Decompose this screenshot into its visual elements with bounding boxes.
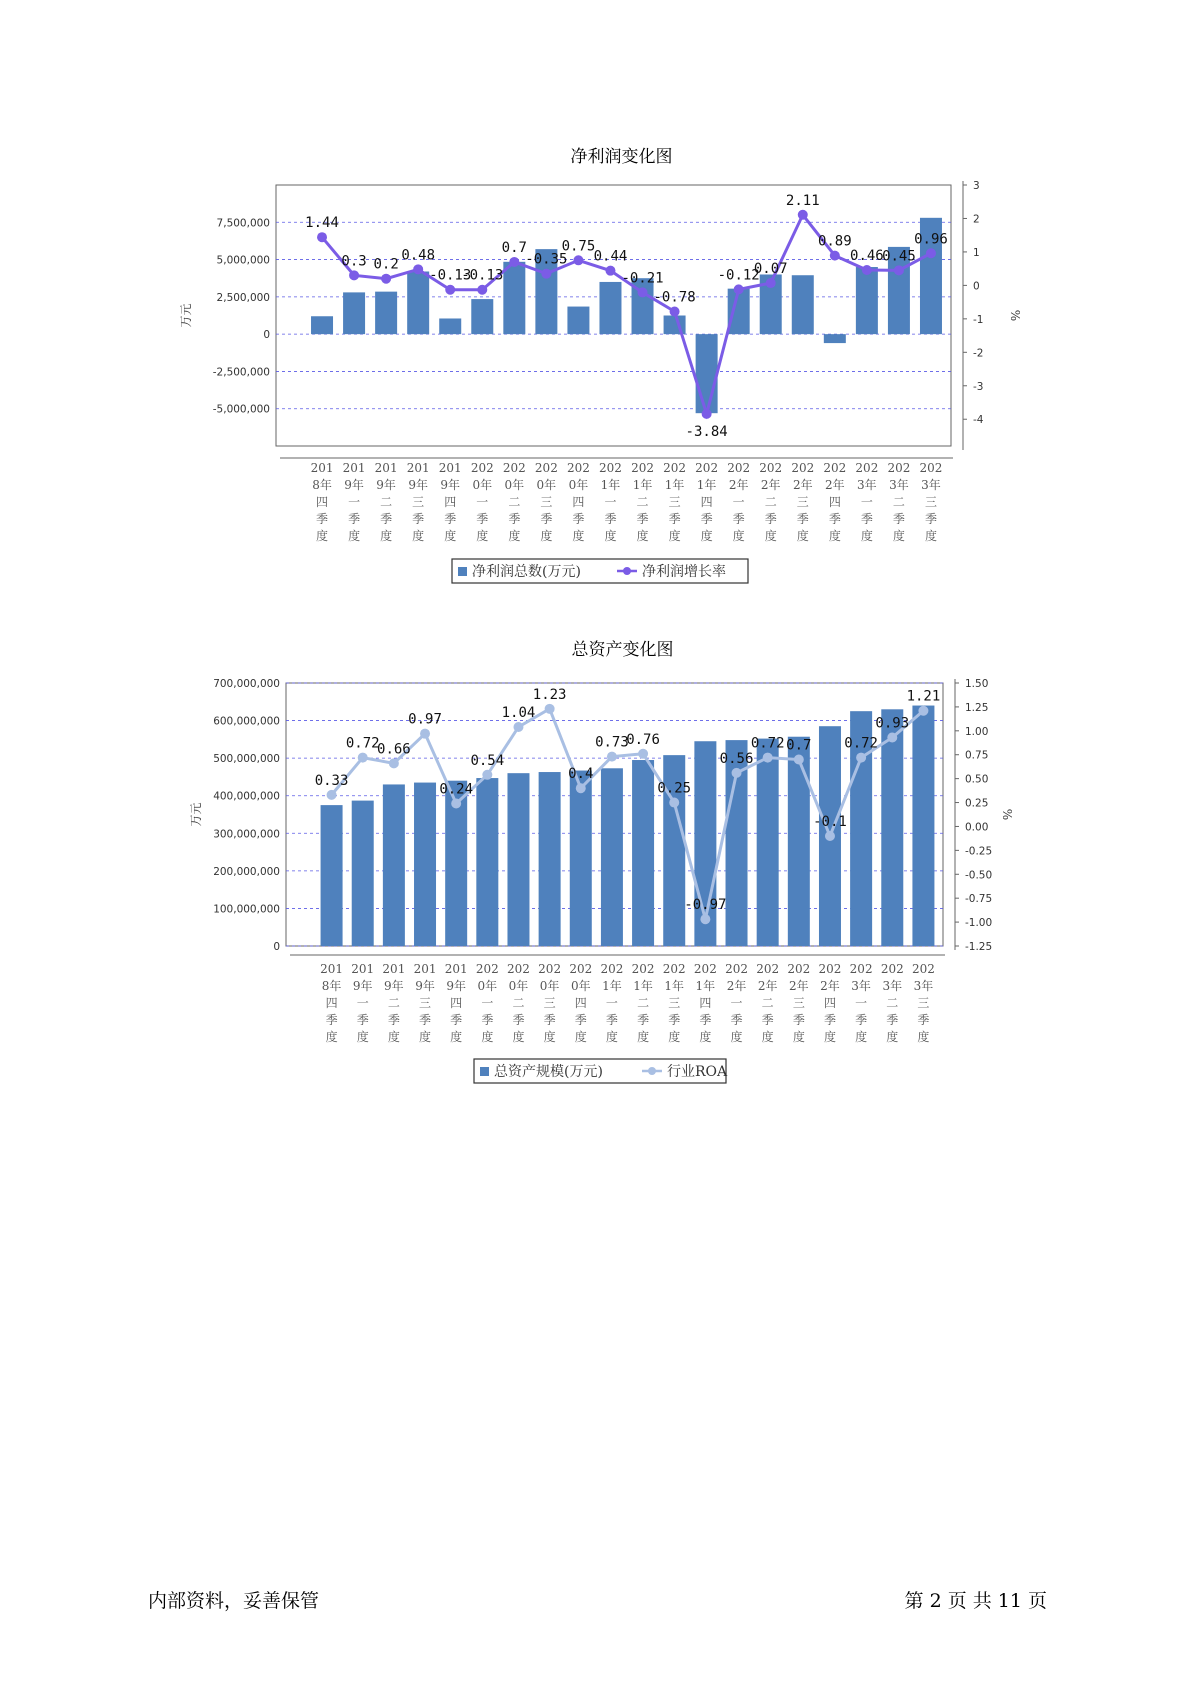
data-label: 2.11 [785, 192, 820, 209]
data-label: 0.72 [345, 735, 380, 752]
legend-line-label: 净利润增长率 [642, 564, 726, 580]
category-label: 202 1年一季度 [599, 461, 622, 543]
category-label: 202 3年二季度 [880, 962, 904, 1044]
line-point [389, 758, 399, 768]
y2-axis-label: % [1000, 808, 1014, 821]
category-label: 202 1年二季度 [631, 461, 654, 543]
line-point [794, 755, 804, 765]
data-label: -0.35 [525, 251, 568, 268]
data-label: 0.2 [373, 256, 399, 273]
data-label: -0.1 [813, 814, 847, 831]
y2-tick-label: 1 [973, 246, 980, 259]
category-label: 202 3年三季度 [919, 461, 943, 543]
y2-tick-label: -1.25 [965, 941, 993, 953]
category-label: 202 2年四季度 [823, 461, 847, 543]
category-label: 202 1年四季度 [695, 461, 719, 543]
line-point [358, 753, 368, 763]
data-label: 0.93 [875, 715, 910, 732]
line-point [545, 704, 555, 714]
category-label: 202 0年三季度 [538, 962, 562, 1044]
data-label: 0.56 [719, 750, 754, 767]
y-tick-label: 5,000,000 [216, 254, 270, 267]
y-tick-label: 600,000,000 [213, 715, 280, 728]
data-label: -0.21 [621, 270, 664, 287]
data-label: 0.24 [439, 781, 474, 798]
bar [383, 784, 405, 946]
y-tick-label: 300,000,000 [213, 828, 280, 841]
data-label: -3.84 [685, 423, 728, 440]
category-label: 202 0年二季度 [502, 461, 526, 543]
category-label: 202 3年二季度 [887, 461, 911, 543]
chart-title: 总资产变化图 [571, 640, 674, 660]
line-point [420, 729, 430, 739]
data-label: 0.07 [753, 261, 788, 278]
category-label: 201 9年三季度 [406, 461, 430, 543]
data-label: -0.13 [461, 267, 504, 284]
y2-tick-label: -1 [973, 313, 984, 326]
category-label: 202 1年二季度 [631, 962, 655, 1044]
data-label: 0.7 [786, 737, 812, 754]
y2-tick-label: 1.50 [965, 678, 989, 690]
data-label: 0.25 [657, 780, 692, 797]
category-label: 202 2年四季度 [818, 962, 842, 1044]
y2-tick-label: -3 [973, 380, 984, 393]
y-tick-label: 500,000,000 [213, 753, 280, 766]
category-label: 201 8年四季度 [310, 461, 334, 543]
y2-tick-label: -4 [973, 414, 984, 427]
bar [912, 706, 934, 946]
y2-tick-label: 3 [973, 180, 980, 192]
footer-page-number: 第 2 页 共 11 页 [904, 1590, 1047, 1612]
y-tick-label: 100,000,000 [213, 903, 280, 916]
category-label: 202 2年三季度 [791, 461, 815, 543]
category-label: 201 9年四季度 [438, 461, 462, 543]
line-point [482, 770, 492, 780]
category-label: 202 1年三季度 [662, 962, 686, 1044]
bar [321, 805, 343, 946]
category-label: 202 3年三季度 [911, 962, 935, 1044]
y-tick-label: -2,500,000 [212, 366, 270, 379]
category-label: 202 0年四季度 [569, 962, 593, 1044]
data-label: 0.73 [595, 734, 629, 751]
category-label: 201 9年二季度 [382, 962, 406, 1044]
y-tick-label: 7,500,000 [216, 217, 270, 230]
y2-tick-label: 0.50 [965, 773, 989, 786]
bar [632, 760, 654, 946]
legend-line-label: 行业ROA [667, 1064, 728, 1080]
category-label: 202 2年三季度 [787, 962, 811, 1044]
data-label: -0.97 [684, 897, 727, 914]
data-label: -0.13 [429, 267, 472, 284]
category-label: 202 2年一季度 [727, 461, 751, 543]
y2-tick-label: -0.75 [965, 893, 993, 906]
bar [352, 801, 374, 946]
bar [601, 768, 623, 946]
category-label: 202 0年二季度 [507, 962, 530, 1044]
y2-tick-label: -0.25 [965, 845, 993, 858]
data-label: 0.45 [882, 248, 916, 265]
data-label: 0.97 [408, 711, 442, 728]
y2-axis-label: % [1008, 309, 1022, 322]
line-point [638, 749, 648, 759]
category-label: 202 1年三季度 [663, 461, 687, 543]
legend-bar-label: 净利润总数(万元) [472, 564, 581, 580]
bar [788, 737, 810, 946]
category-label: 202 3年一季度 [849, 962, 873, 1044]
line-point [763, 753, 773, 763]
bar [881, 709, 903, 946]
category-label: 202 2年二季度 [756, 962, 780, 1044]
category-label: 202 0年三季度 [534, 461, 558, 543]
y2-tick-label: 1.00 [965, 725, 989, 738]
category-label: 202 0年一季度 [470, 461, 494, 543]
bar [476, 778, 498, 946]
line-point [856, 753, 866, 763]
data-label: 0.44 [593, 248, 628, 265]
data-label: 0.75 [561, 238, 596, 255]
line-point [887, 733, 897, 743]
line-point [700, 914, 710, 924]
bar [414, 783, 436, 946]
y-tick-label: -5,000,000 [212, 403, 270, 416]
legend-bar-swatch [480, 1067, 489, 1076]
y-tick-label: 400,000,000 [213, 790, 280, 803]
category-label: 202 0年四季度 [566, 461, 590, 543]
category-label: 202 0年一季度 [475, 962, 499, 1044]
y2-tick-label: 1.25 [965, 701, 989, 714]
category-label: 202 2年二季度 [759, 461, 783, 543]
y2-tick-label: -1.00 [965, 917, 993, 930]
data-label: 0.72 [750, 735, 785, 752]
line-point [669, 798, 679, 808]
y-axis-label: 万元 [179, 303, 193, 328]
line-point [918, 706, 928, 716]
data-label: 0.66 [377, 741, 411, 758]
data-label: 0.89 [817, 233, 852, 250]
y2-tick-label: 0.75 [965, 749, 989, 762]
category-label: 201 9年二季度 [374, 461, 398, 543]
line-point [607, 752, 617, 762]
data-label: -0.78 [653, 289, 696, 306]
y-tick-label: 0 [263, 329, 270, 342]
line-point [732, 768, 742, 778]
data-label: 1.04 [501, 704, 536, 721]
bar [539, 772, 561, 946]
y2-tick-label: 0.25 [965, 797, 989, 810]
category-label: 202 3年一季度 [855, 461, 879, 543]
data-label: 0.7 [501, 239, 527, 256]
data-label: 0.96 [914, 231, 948, 248]
line-point [451, 799, 461, 809]
data-label: 0.4 [568, 766, 594, 783]
data-label: 1.23 [532, 686, 567, 703]
category-label: 201 9年四季度 [444, 962, 468, 1044]
category-label: 202 1年四季度 [693, 962, 717, 1044]
y-tick-label: 0 [273, 941, 280, 953]
data-label: 0.3 [341, 253, 367, 270]
data-label: 0.33 [314, 772, 349, 789]
legend-line-marker [648, 1067, 656, 1075]
line-point [825, 831, 835, 841]
line-point [576, 783, 586, 793]
footer-confidential-note: 内部资料，妥善保管 [148, 1590, 320, 1612]
chart-title: 净利润变化图 [570, 147, 673, 167]
category-label: 201 9年三季度 [413, 962, 437, 1044]
y2-tick-label: 0 [973, 280, 980, 293]
category-label: 201 9年一季度 [342, 461, 366, 543]
y2-tick-label: 2 [973, 213, 980, 226]
y-tick-label: 200,000,000 [213, 865, 280, 878]
data-label: 0.46 [850, 247, 884, 264]
category-label: 202 2年一季度 [725, 962, 748, 1044]
category-label: 202 1年一季度 [600, 962, 624, 1044]
y2-tick-label: -0.50 [965, 869, 993, 882]
y-tick-label: 700,000,000 [213, 678, 280, 690]
data-label: -0.12 [717, 267, 760, 284]
data-label: 1.21 [906, 688, 941, 705]
y-axis-label: 万元 [189, 802, 203, 827]
data-label: 0.54 [470, 752, 505, 769]
line-point [327, 790, 337, 800]
line-point [513, 722, 523, 732]
data-label: 1.44 [305, 215, 339, 232]
data-label: 0.48 [401, 247, 436, 264]
data-label: 0.72 [844, 735, 878, 752]
y2-tick-label: -2 [973, 347, 984, 360]
bar [757, 739, 779, 946]
data-label: 0.76 [626, 731, 660, 748]
category-label: 201 8年四季度 [320, 962, 344, 1044]
bar [507, 773, 529, 946]
bar [570, 771, 592, 946]
category-label: 201 9年一季度 [351, 962, 375, 1044]
y2-tick-label: 0.00 [965, 821, 989, 834]
legend-bar-label: 总资产规模(万元) [494, 1064, 603, 1080]
y-tick-label: 2,500,000 [216, 291, 270, 304]
